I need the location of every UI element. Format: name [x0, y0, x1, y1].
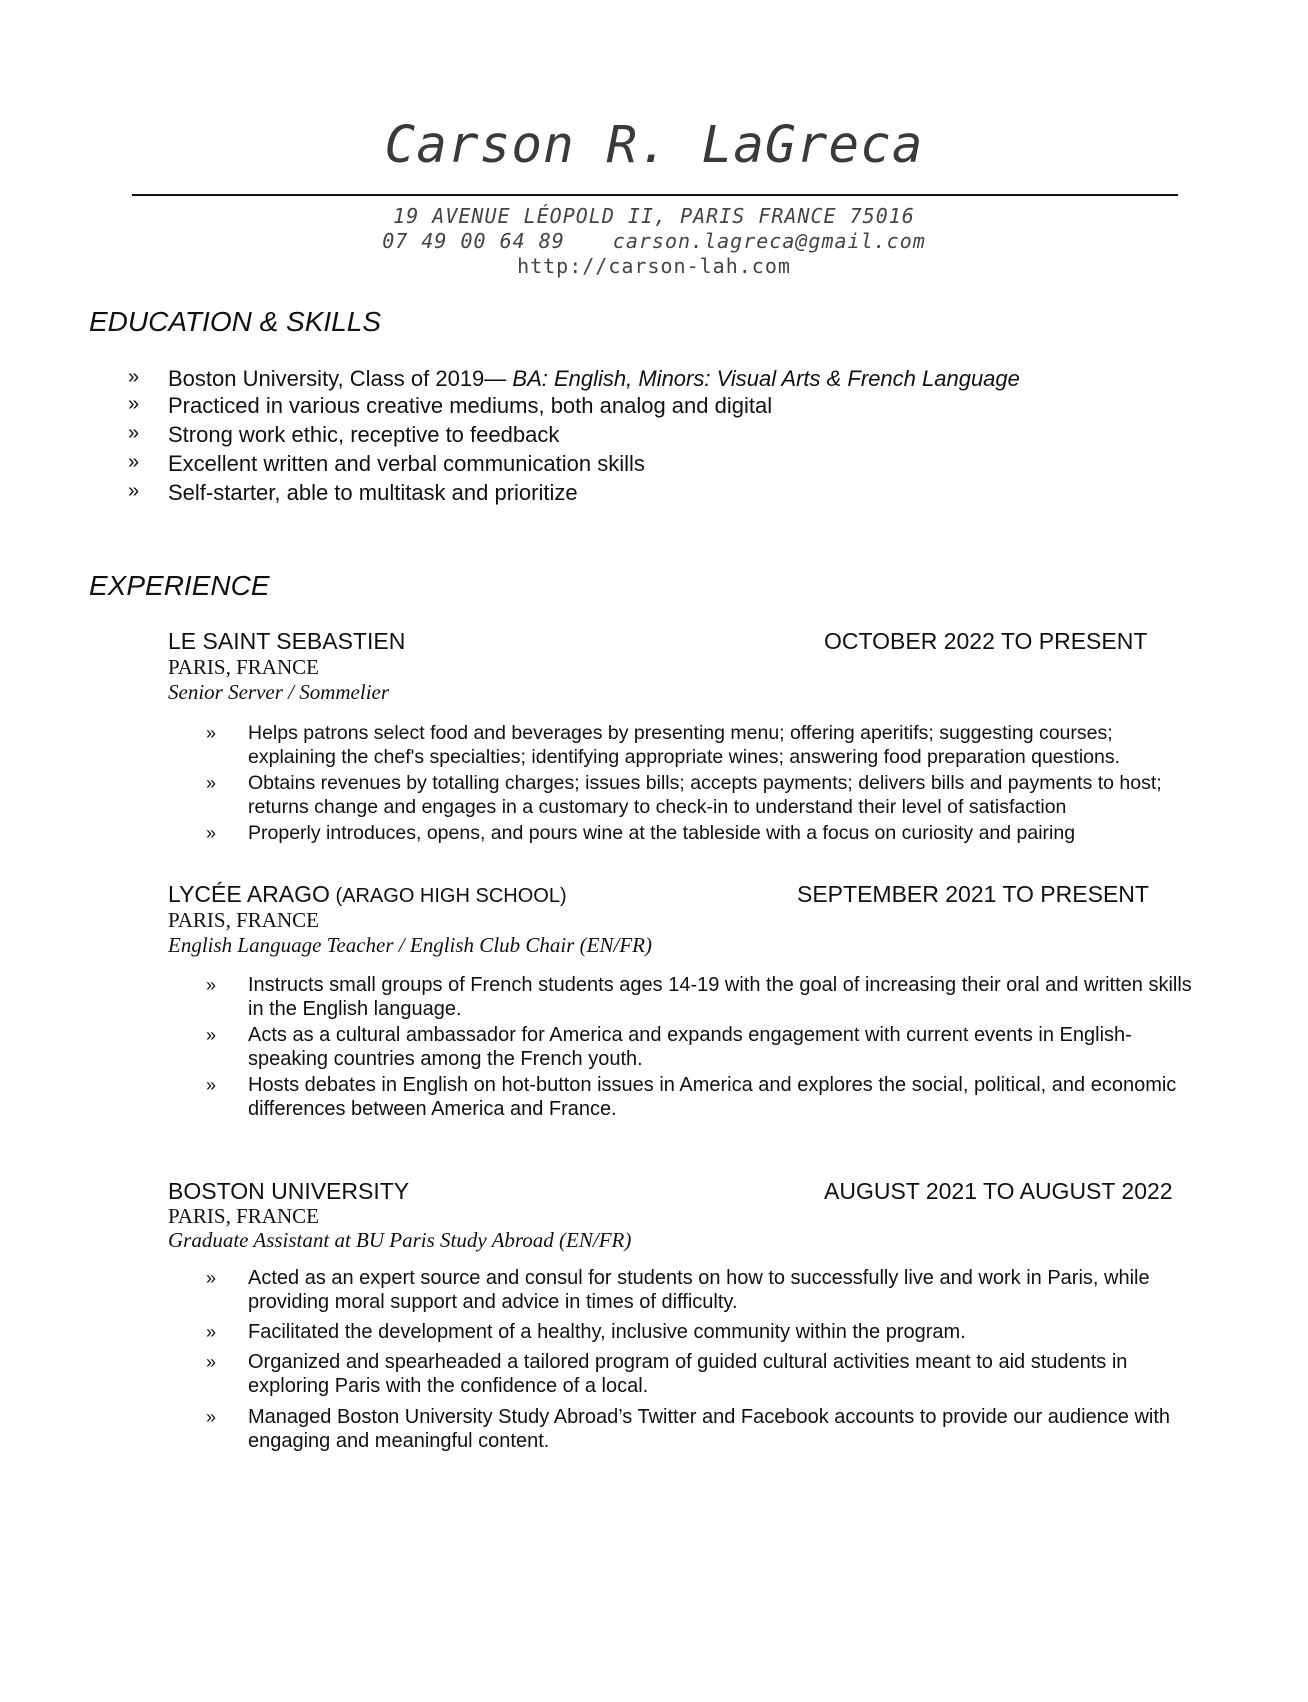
phone: 07 49 00 64 89: [382, 229, 565, 253]
job-dates: OCTOBER 2022 TO PRESENT: [824, 628, 1148, 654]
bullet-icon: »: [128, 451, 140, 473]
job-organization: LYCÉE ARAGO (ARAGO HIGH SCHOOL): [168, 881, 567, 907]
phone-email-line: [0, 229, 1308, 253]
job-organization: BOSTON UNIVERSITY: [168, 1178, 410, 1204]
header-divider: [132, 194, 1178, 196]
bullet-icon: »: [206, 723, 217, 743]
bullet-icon: »: [128, 422, 140, 444]
website-link[interactable]: http://carson-lah.com: [517, 254, 791, 278]
candidate-name: Carson R. LaGreca: [384, 116, 924, 175]
bullet-icon: »: [206, 1075, 217, 1095]
job-dates: SEPTEMBER 2021 TO PRESENT: [797, 881, 1149, 907]
email-link[interactable]: carson.lagreca@gmail.com: [612, 229, 926, 253]
job-organization: LE SAINT SEBASTIEN: [168, 628, 406, 654]
bullet-icon: »: [128, 366, 140, 388]
bullet-icon: »: [128, 393, 140, 415]
bullet-icon: »: [206, 1407, 217, 1427]
bullet-icon: »: [206, 1025, 217, 1045]
job-dates: AUGUST 2021 TO AUGUST 2022: [824, 1178, 1173, 1204]
experience-section-title: EXPERIENCE: [89, 570, 270, 601]
bullet-icon: »: [206, 975, 217, 995]
job-role: Senior Server / Sommelier: [168, 680, 390, 704]
bullet-icon: »: [206, 1352, 217, 1372]
job-location: PARIS, FRANCE: [168, 655, 319, 679]
resume-page: Carson R. LaGreca 19 AVENUE LÉOPOLD II, PARIS FRANCE 75016 07 49 00 64 89 carson.lagreca@gmail.com http://carson-lah.com EDUCATION & SKILLS » Boston University, Class of 2019— BA: English, Minors: Visual Arts & French Language » Practiced in various creative mediums, both analog and digital » Strong work ethic, receptive to feedback » Excellent written and verbal communication skills » Self-starter, able to multitask and prioritize EXPERIENCE LE SAINT SEBASTIEN OCTOBER 2022 TO PRESENT PARIS, FRANCE Senior Server / Sommelier » Helps patrons select food and beverages by presenting menu; offering aperitifs; suggesting courses; explaining the chef's specialties; identifying appropriate wines; answering food preparation questions. » Obtains revenues by totalling charges; issues bills; accepts payments; delivers bills and payments to host; returns change and engages in a customary to check-in to understand their level of satisfaction » Properly introduces, opens, and pours wine at the tableside with a focus on curiosity and pairing LYCÉE ARAGO (ARAGO HIGH SCHOOL) SEPTEMBER 2021 TO PRESENT PARIS, FRANCE English Language Teacher / English Club Chair (EN/FR) » Instructs small groups of French students ages 14-19 with the goal of increasing their oral and written skills in the English language. » Acts as a cultural ambassador for America and expands engagement with current events in English-speaking countries among the French youth. » Hosts debates in English on hot-button issues in America and explores the social, political, and economic differences between America and France. BOSTON UNIVERSITY AUGUST 2021 TO AUGUST 2022 PARIS, FRANCE Graduate Assistant at BU Paris Study Abroad (EN/FR) » Acted as an expert source and consul for students on how to successfully live and work in Paris, while providing moral support and advice in times of difficulty. » Facilitated the development of a healthy, inclusive community within the program. » Organized and spearheaded a tailored program of guided cultural activities meant to aid students in exploring Paris with the confidence of a local. » Managed Boston University Study Abroad’s Twitter and Facebook accounts to provide our audience with engaging and meaningful content.: [0, 0, 1308, 1702]
job-role: English Language Teacher / English Club Chair (EN/FR): [168, 933, 652, 957]
job-location: PARIS, FRANCE: [168, 908, 319, 932]
bullet-icon: »: [206, 1322, 217, 1342]
job-role: Graduate Assistant at BU Paris Study Abroad (EN/FR): [168, 1228, 632, 1252]
address: 19 AVENUE LÉOPOLD II, PARIS FRANCE 75016: [393, 204, 915, 228]
bullet-icon: »: [206, 823, 217, 843]
degree-detail: BA: English, Minors: Visual Arts & French Language: [512, 366, 1020, 391]
bullet-icon: »: [206, 773, 217, 793]
education-section-title: EDUCATION & SKILLS: [89, 306, 382, 337]
organization-subtitle: (ARAGO HIGH SCHOOL): [329, 885, 567, 907]
bullet-icon: »: [128, 480, 140, 502]
bullet-icon: »: [206, 1268, 217, 1288]
job-location: PARIS, FRANCE: [168, 1204, 319, 1228]
